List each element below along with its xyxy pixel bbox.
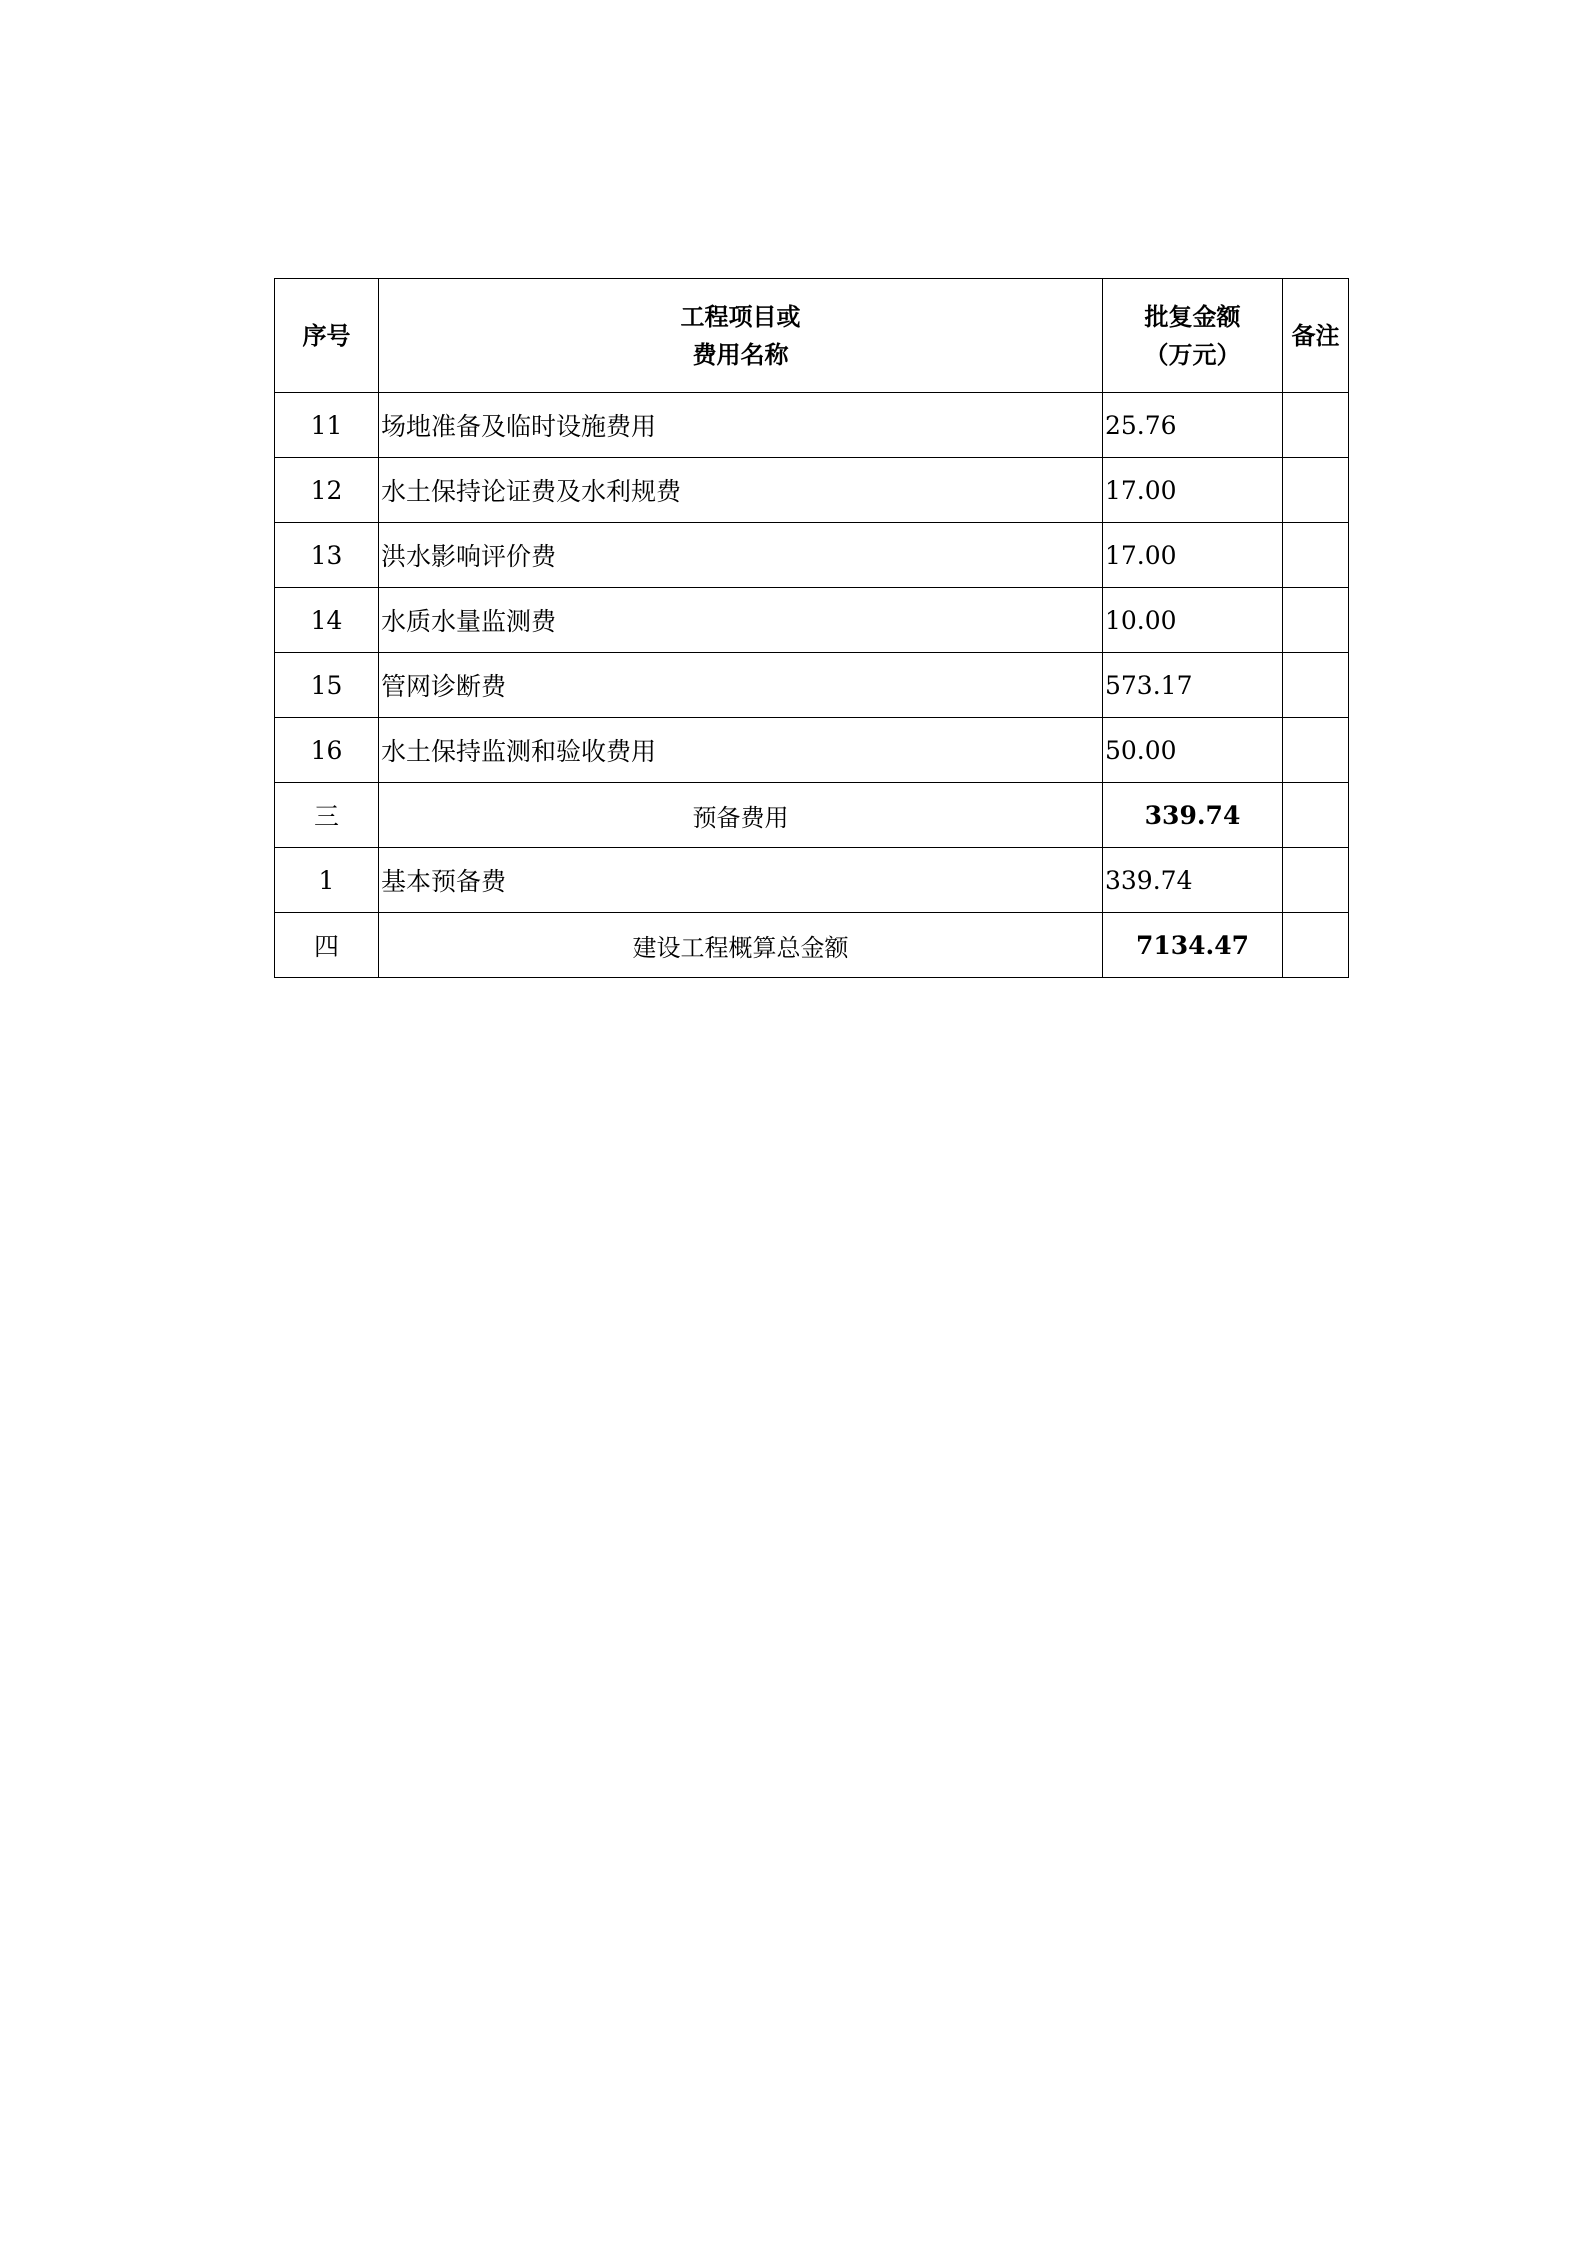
row-amount: 339.74 (1103, 848, 1283, 913)
table-row (275, 393, 1349, 458)
table-row-subtotal (275, 783, 1349, 848)
table-row (275, 718, 1349, 783)
row-note (1283, 393, 1349, 458)
table-row-total (275, 913, 1349, 978)
row-index: 16 (275, 718, 379, 783)
row-note (1283, 523, 1349, 588)
row-note (1283, 783, 1349, 848)
row-name: 场地准备及临时设施费用 (379, 393, 1103, 458)
row-name: 管网诊断费 (379, 653, 1103, 718)
row-note (1283, 913, 1349, 978)
table-row (275, 458, 1349, 523)
row-name: 预备费用 (379, 783, 1103, 848)
row-index: 1 (275, 848, 379, 913)
row-amount: 10.00 (1103, 588, 1283, 653)
row-note (1283, 848, 1349, 913)
table-header-row (275, 279, 1349, 393)
row-name: 基本预备费 (379, 848, 1103, 913)
row-note (1283, 588, 1349, 653)
row-index: 13 (275, 523, 379, 588)
table-row (275, 588, 1349, 653)
row-note (1283, 458, 1349, 523)
row-amount: 50.00 (1103, 718, 1283, 783)
header-note: 备注 (1283, 279, 1349, 393)
row-amount: 25.76 (1103, 393, 1283, 458)
header-amount-line1: 批复金额 (1144, 302, 1241, 331)
table-row (275, 523, 1349, 588)
row-note (1283, 718, 1349, 783)
cost-estimate-table (274, 278, 1349, 978)
row-amount: 17.00 (1103, 458, 1283, 523)
header-name-line2: 费用名称 (692, 340, 789, 369)
header-index: 序号 (275, 279, 379, 393)
row-index: 15 (275, 653, 379, 718)
table-row (275, 653, 1349, 718)
row-amount: 339.74 (1103, 783, 1283, 848)
row-index: 四 (275, 913, 379, 978)
header-name-line1: 工程项目或 (680, 302, 801, 331)
row-index: 12 (275, 458, 379, 523)
row-amount: 573.17 (1103, 653, 1283, 718)
row-name: 建设工程概算总金额 (379, 913, 1103, 978)
row-name: 水土保持监测和验收费用 (379, 718, 1103, 783)
row-name: 水土保持论证费及水利规费 (379, 458, 1103, 523)
row-name: 洪水影响评价费 (379, 523, 1103, 588)
row-index: 14 (275, 588, 379, 653)
row-index: 11 (275, 393, 379, 458)
header-name (379, 279, 1103, 393)
row-index: 三 (275, 783, 379, 848)
row-note (1283, 653, 1349, 718)
row-amount: 7134.47 (1103, 913, 1283, 978)
row-name: 水质水量监测费 (379, 588, 1103, 653)
table-row (275, 848, 1349, 913)
header-amount (1103, 279, 1283, 393)
header-amount-line2: （万元） (1144, 340, 1241, 369)
row-amount: 17.00 (1103, 523, 1283, 588)
